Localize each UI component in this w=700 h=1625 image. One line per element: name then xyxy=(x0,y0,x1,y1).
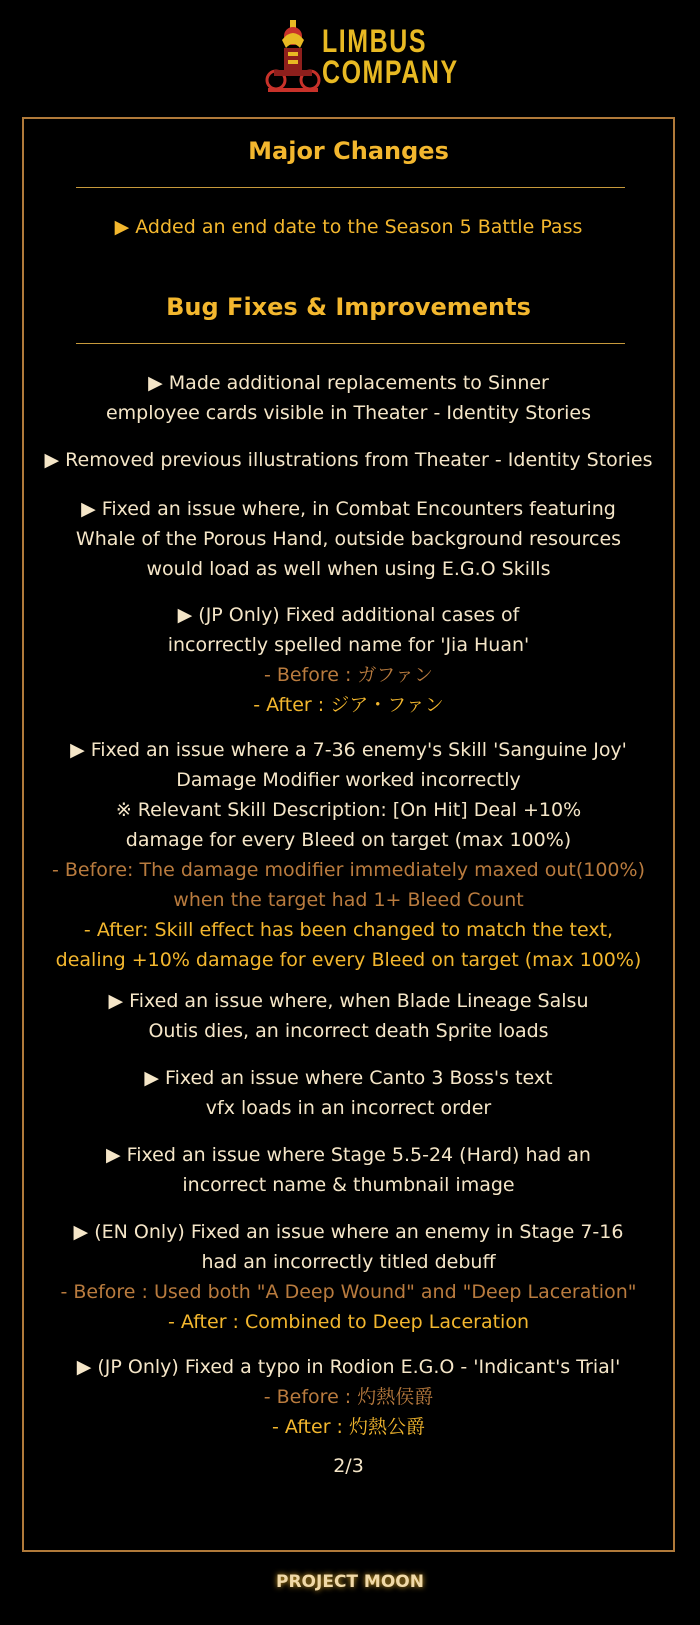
bug-fix-line: - Before: The damage modifier immediately maxed out(100%) xyxy=(52,859,645,881)
bug-fix-line: when the target had 1+ Bleed Count xyxy=(173,889,524,911)
bug-fix-item xyxy=(24,600,673,720)
bug-fix-line: ▶ Fixed an issue where, in Combat Encounters featuring xyxy=(81,498,616,520)
logo-emblem-icon xyxy=(264,18,322,96)
bug-fix-line: ▶ (JP Only) Fixed a typo in Rodion E.G.O - 'Indicant's Trial' xyxy=(76,1356,621,1378)
bug-fix-item xyxy=(24,735,673,975)
page-indicator: 2/3 xyxy=(333,1455,364,1477)
bug-fixes-title: Bug Fixes & Improvements xyxy=(166,293,531,321)
bug-fix-line: ▶ Fixed an issue where Canto 3 Boss's text xyxy=(144,1067,553,1089)
bug-fix-item xyxy=(24,1063,673,1123)
major-change-item: ▶ Added an end date to the Season 5 Battle Pass xyxy=(114,216,583,238)
bug-fix-line: damage for every Bleed on target (max 100%) xyxy=(125,829,572,851)
bug-fix-line: incorrect name & thumbnail image xyxy=(182,1174,515,1196)
bug-fix-line: ▶ Fixed an issue where Stage 5.5-24 (Hard) had an xyxy=(106,1144,591,1166)
logo-text: LIMBUS COMPANY xyxy=(322,23,459,90)
project-moon-footer: PROJECT MOON xyxy=(276,1572,424,1592)
bug-fix-item xyxy=(24,1140,673,1200)
bug-fix-item xyxy=(24,1352,673,1442)
bug-fix-line: - After: Skill effect has been changed to match the text, xyxy=(83,919,614,941)
bug-fix-line: vfx loads in an incorrect order xyxy=(205,1097,492,1119)
bug-fix-line: had an incorrectly titled debuff xyxy=(201,1251,496,1273)
bug-fix-line: - Before : ガファン xyxy=(263,664,434,686)
divider xyxy=(76,343,625,344)
bug-fix-line: ▶ Removed previous illustrations from Theater - Identity Stories xyxy=(44,449,653,471)
bug-fix-line: Whale of the Porous Hand, outside background resources xyxy=(75,528,622,550)
bug-fix-line: Outis dies, an incorrect death Sprite loads xyxy=(148,1020,549,1042)
bug-fix-item xyxy=(24,494,673,584)
bug-fix-line: - After : ジア・ファン xyxy=(253,694,444,716)
major-changes-title: Major Changes xyxy=(248,137,449,165)
bug-fix-line: would load as well when using E.G.O Skills xyxy=(146,558,551,580)
bug-fix-item xyxy=(24,368,673,428)
bug-fix-item xyxy=(24,445,673,475)
bug-fix-line: Damage Modifier worked incorrectly xyxy=(176,769,521,791)
bug-fix-line: ▶ (JP Only) Fixed additional cases of xyxy=(177,604,520,626)
bug-fix-item xyxy=(24,986,673,1046)
bug-fix-line: - After : Combined to Deep Laceration xyxy=(167,1311,529,1333)
bug-fix-line: - After : 灼熱公爵 xyxy=(271,1416,425,1438)
bug-fix-line: - Before : Used both "A Deep Wound" and "Deep Laceration" xyxy=(60,1281,637,1303)
bug-fix-line: employee cards visible in Theater - Identity Stories xyxy=(105,402,592,424)
bug-fix-line: ▶ (EN Only) Fixed an issue where an enemy in Stage 7-16 xyxy=(73,1221,624,1243)
bug-fix-line: dealing +10% damage for every Bleed on target (max 100%) xyxy=(55,949,642,971)
limbus-company-logo xyxy=(264,18,459,96)
bug-fix-line: ※ Relevant Skill Description: [On Hit] Deal +10% xyxy=(115,799,582,821)
bug-fix-line: incorrectly spelled name for 'Jia Huan' xyxy=(167,634,530,656)
bug-fix-line: ▶ Fixed an issue where a 7-36 enemy's Skill 'Sanguine Joy' xyxy=(70,739,627,761)
divider xyxy=(76,187,625,188)
bug-fix-line: ▶ Fixed an issue where, when Blade Lineage Salsu xyxy=(108,990,589,1012)
bug-fix-line: - Before : 灼熱侯爵 xyxy=(263,1386,434,1408)
bug-fix-line: ▶ Made additional replacements to Sinner xyxy=(148,372,549,394)
notice-frame xyxy=(22,117,675,1552)
bug-fix-item xyxy=(24,1217,673,1337)
